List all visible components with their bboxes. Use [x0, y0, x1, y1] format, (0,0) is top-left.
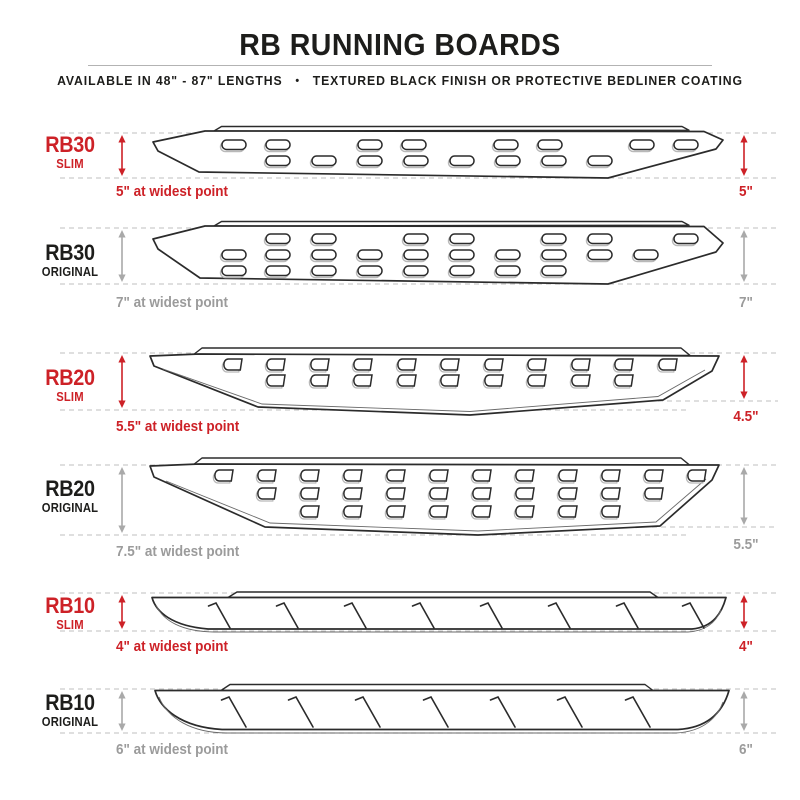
- bullet-separator: •: [295, 75, 300, 87]
- page-title: RB RUNNING BOARDS: [239, 27, 561, 62]
- board-drawing-rb20-original: [60, 458, 778, 535]
- series-label-rb10-original: RB10 ORIGINAL: [41, 690, 99, 729]
- subtitle-finish: TEXTURED BLACK FINISH OR PROTECTIVE BEDLINER COATING: [312, 74, 743, 88]
- height-label: 5.5": [733, 537, 759, 553]
- widest-point-label: 7.5" at widest point: [116, 544, 240, 560]
- widest-point-label: 5" at widest point: [116, 184, 229, 200]
- height-label: 4": [739, 639, 753, 655]
- widest-point-label: 6" at widest point: [116, 742, 229, 758]
- height-label: 4.5": [733, 409, 759, 425]
- height-label: 7": [739, 295, 753, 311]
- height-label: 6": [739, 742, 753, 758]
- widest-point-label: 5.5" at widest point: [116, 419, 240, 435]
- series-label-rb30-original: RB30 ORIGINAL: [41, 240, 99, 279]
- board-drawing-rb30-original: [60, 222, 778, 285]
- board-drawing-rb20-slim: [60, 348, 778, 415]
- board-drawing-rb30-slim: [60, 127, 778, 179]
- series-label-rb20-original: RB20 ORIGINAL: [41, 476, 99, 515]
- subtitle-lengths: AVAILABLE IN 48" - 87" LENGTHS: [57, 74, 283, 88]
- widest-point-label: 7" at widest point: [116, 295, 229, 311]
- widest-point-label: 4" at widest point: [116, 639, 229, 655]
- height-label: 5": [739, 184, 753, 200]
- series-label-rb20-slim: RB20 SLIM: [45, 365, 95, 404]
- board-drawing-rb10-original: [60, 685, 778, 734]
- series-label-rb30-slim: RB30 SLIM: [45, 132, 95, 171]
- board-drawing-rb10-slim: [60, 592, 778, 632]
- series-label-rb10-slim: RB10 SLIM: [45, 593, 95, 632]
